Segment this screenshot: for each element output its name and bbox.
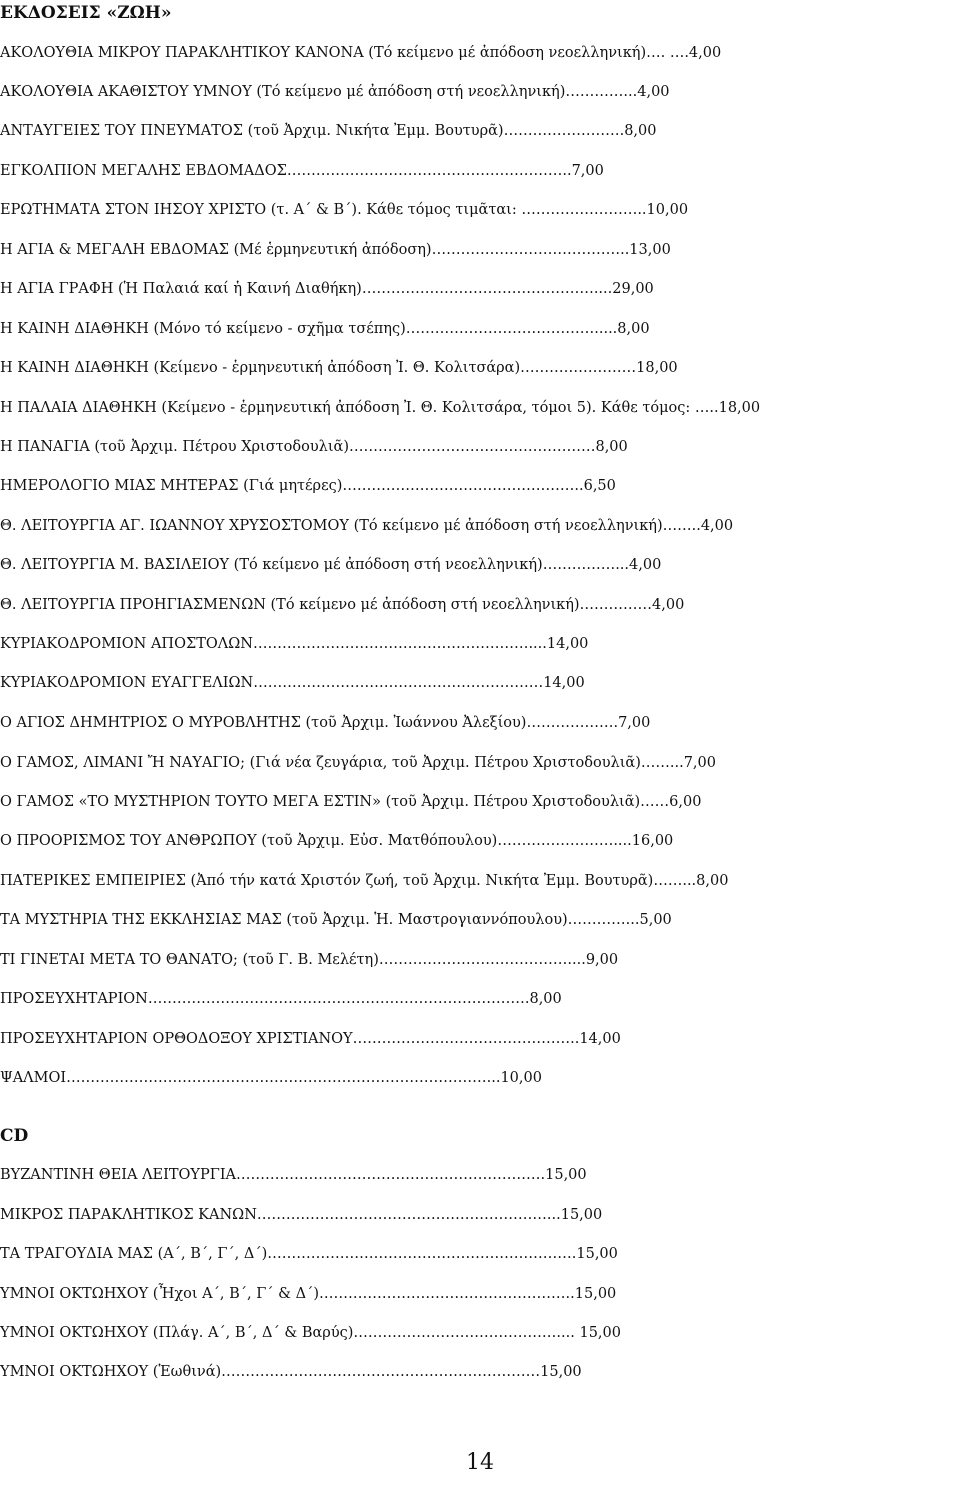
list-item: Ο ΠΡΟΟΡΙΣΜΟΣ ΤΟΥ ΑΝΘΡΩΠΟΥ (τοῦ Ἀρχιμ. Εὐσ. Ματθόπουλου)……………………....16,00 xyxy=(0,833,674,849)
section-title-books: ΕΚΔΟΣΕΙΣ «ΖΩΗ» xyxy=(0,3,172,23)
list-item: Θ. ΛΕΙΤΟΥΡΓΙΑ ΠΡΟΗΓΙΑΣΜΕΝΩΝ (Τό κείμενο μέ ἀπόδοση στή νεοελληνική)……………4,00 xyxy=(0,597,685,613)
list-item: ΤΑ ΤΡΑΓΟΥΔΙΑ ΜΑΣ (Α΄, Β΄, Γ΄, Δ΄)……………………………………………………….15,00 xyxy=(0,1246,618,1262)
list-item: ΚΥΡΙΑΚΟΔΡΟΜΙΟΝ ΕΥΑΓΓΕΛΙΩΝ……………………………………………………14,00 xyxy=(0,675,585,691)
list-item: Ο ΓΑΜΟΣ, ΛΙΜΑΝΙ Ἤ ΝΑΥΑΓΙΟ; (Γιά νέα ζευγάρια, τοῦ Ἀρχιμ. Πέτρου Χριστοδουλιᾶ)……...7,00 xyxy=(0,755,716,771)
list-item: ΕΓΚΟΛΠΙΟΝ ΜΕΓΑΛΗΣ ΕΒΔΟΜΑΔΟΣ…………………………………………………..7,00 xyxy=(0,163,604,179)
list-item: ΤΑ ΜΥΣΤΗΡΙΑ ΤΗΣ ΕΚΚΛΗΣΙΑΣ ΜΑΣ (τοῦ Ἀρχιμ. Ἡ. Μαστρογιαννόπουλου)…………...5,00 xyxy=(0,912,672,928)
list-item: Η ΚΑΙΝΗ ΔΙΑΘΗΚΗ (Μόνο τό κείμενο - σχῆμα τσέπης)………………………………….....8,00 xyxy=(0,321,650,337)
list-item: ΕΡΩΤΗΜΑΤΑ ΣΤΟΝ ΙΗΣΟΥ ΧΡΙΣΤΟ (τ. Α΄ & Β΄). Κάθε τόμος τιμᾶται: ……………………..10,00 xyxy=(0,202,689,218)
list-item: ΤΙ ΓΙΝΕΤΑΙ ΜΕΤΑ ΤΟ ΘΑΝΑΤΟ; (τοῦ Γ. Β. Μελέτη)…………………………………....9,00 xyxy=(0,952,619,968)
list-item: Η ΠΑΝΑΓΙΑ (τοῦ Ἀρχιμ. Πέτρου Χριστοδουλιᾶ)……………………………………………8,00 xyxy=(0,439,628,455)
list-item: ΑΚΟΛΟΥΘΙΑ ΑΚΑΘΙΣΤΟΥ ΥΜΝΟΥ (Τό κείμενο μέ ἀπόδοση στή νεοελληνική)…………...4,00 xyxy=(0,84,670,100)
list-item: ΜΙΚΡΟΣ ΠΑΡΑΚΛΗΤΙΚΟΣ ΚΑΝΩΝ……………………………………………………...15,00 xyxy=(0,1207,603,1223)
page-number: 14 xyxy=(466,1450,494,1475)
list-item: ΥΜΝΟΙ ΟΚΤΩΗΧΟΥ (Ἑωθινά)…………………………………………………………15,00 xyxy=(0,1364,582,1380)
list-item: ΥΜΝΟΙ ΟΚΤΩΗΧΟΥ (Πλάγ. Α΄, Β΄, Δ΄ & Βαρύς)…………………………………….... 15,00 xyxy=(0,1325,621,1341)
list-item: Η ΠΑΛΑΙΑ ΔΙΑΘΗΚΗ (Κείμενο - ἑρμηνευτική ἀπόδοση Ἰ. Θ. Κολιτσάρα, τόμοι 5). Κάθε τόμος: …..18,00 xyxy=(0,400,761,416)
list-item: Θ. ΛΕΙΤΟΥΡΓΙΑ ΑΓ. ΙΩΑΝΝΟΥ ΧΡΥΣΟΣΤΟΜΟΥ (Τό κείμενο μέ ἀπόδοση στή νεοελληνική)……..4,00 xyxy=(0,518,734,534)
list-item: Ο ΑΓΙΟΣ ΔΗΜΗΤΡΙΟΣ Ο ΜΥΡΟΒΛΗΤΗΣ (τοῦ Ἀρχιμ. Ἰωάννου Ἀλεξίου)……………….7,00 xyxy=(0,715,651,731)
list-item: ΥΜΝΟΙ ΟΚΤΩΗΧΟΥ (Ἦχοι Α΄, Β΄, Γ΄ & Δ΄)……………………………………………..15,00 xyxy=(0,1286,617,1302)
list-item: ΒΥΖΑΝΤΙΝΗ ΘΕΙΑ ΛΕΙΤΟΥΡΓΙΑ……………………………………………………….15,00 xyxy=(0,1167,587,1183)
list-item: Θ. ΛΕΙΤΟΥΡΓΙΑ Μ. ΒΑΣΙΛΕΙΟΥ (Τό κείμενο μέ ἀπόδοση στή νεοελληνική)……………...4,00 xyxy=(0,557,662,573)
list-item: ΨΑΛΜΟΙ……………………………………………………………………………...10,00 xyxy=(0,1070,542,1086)
list-item: ΠΡΟΣΕΥΧΗΤΑΡΙΟΝ…………………………………………………………………….8,00 xyxy=(0,991,562,1007)
list-item: ΠΑΤΕΡΙΚΕΣ ΕΜΠΕΙΡΙΕΣ (Ἀπό τήν κατά Χριστόν ζωή, τοῦ Ἀρχιμ. Νικήτα Ἐμμ. Βουτυρᾶ)……...8,00 xyxy=(0,873,729,889)
list-item: ΑΝΤΑΥΓΕΙΕΣ ΤΟΥ ΠΝΕΥΜΑΤΟΣ (τοῦ Ἀρχιμ. Νικήτα Ἐμμ. Βουτυρᾶ)…………………….8,00 xyxy=(0,123,657,139)
list-item: ΚΥΡΙΑΚΟΔΡΟΜΙΟΝ ΑΠΟΣΤΟΛΩΝ…………………………………………………....14,00 xyxy=(0,636,589,652)
section-title-cd: CD xyxy=(0,1126,29,1146)
list-item: ΠΡΟΣΕΥΧΗΤΑΡΙΟΝ ΟΡΘΟΔΟΞΟΥ ΧΡΙΣΤΙΑΝΟΥ………………………………………..14,00 xyxy=(0,1031,621,1047)
list-item: Ο ΓΑΜΟΣ «ΤΟ ΜΥΣΤΗΡΙΟΝ ΤΟΥΤΟ ΜΕΓΑ ΕΣΤΙΝ» (τοῦ Ἀρχιμ. Πέτρου Χριστοδουλιᾶ)……6,00 xyxy=(0,794,702,810)
list-item: ΗΜΕΡΟΛΟΓΙΟ ΜΙΑΣ ΜΗΤΕΡΑΣ (Γιά μητέρες)…………………………………………..6,50 xyxy=(0,478,616,494)
list-item: Η ΑΓΙΑ ΓΡΑΦΗ (Ἡ Παλαιά καί ἡ Καινή Διαθήκη)…………………………………………....29,00 xyxy=(0,281,654,297)
list-item: ΑΚΟΛΟΥΘΙΑ ΜΙΚΡΟΥ ΠΑΡΑΚΛΗΤΙΚΟΥ ΚΑΝΟΝΑ (Τό κείμενο μέ ἀπόδοση νεοελληνική)…. ….4,00 xyxy=(0,45,722,61)
list-item: Η ΚΑΙΝΗ ΔΙΑΘΗΚΗ (Κείμενο - ἑρμηνευτική ἀπόδοση Ἰ. Θ. Κολιτσάρα)……………………18,00 xyxy=(0,360,678,376)
list-item: Η ΑΓΙΑ & ΜΕΓΑΛΗ ΕΒΔΟΜΑΣ (Μέ ἑρμηνευτική ἀπόδοση)…………………………………..13,00 xyxy=(0,242,671,258)
